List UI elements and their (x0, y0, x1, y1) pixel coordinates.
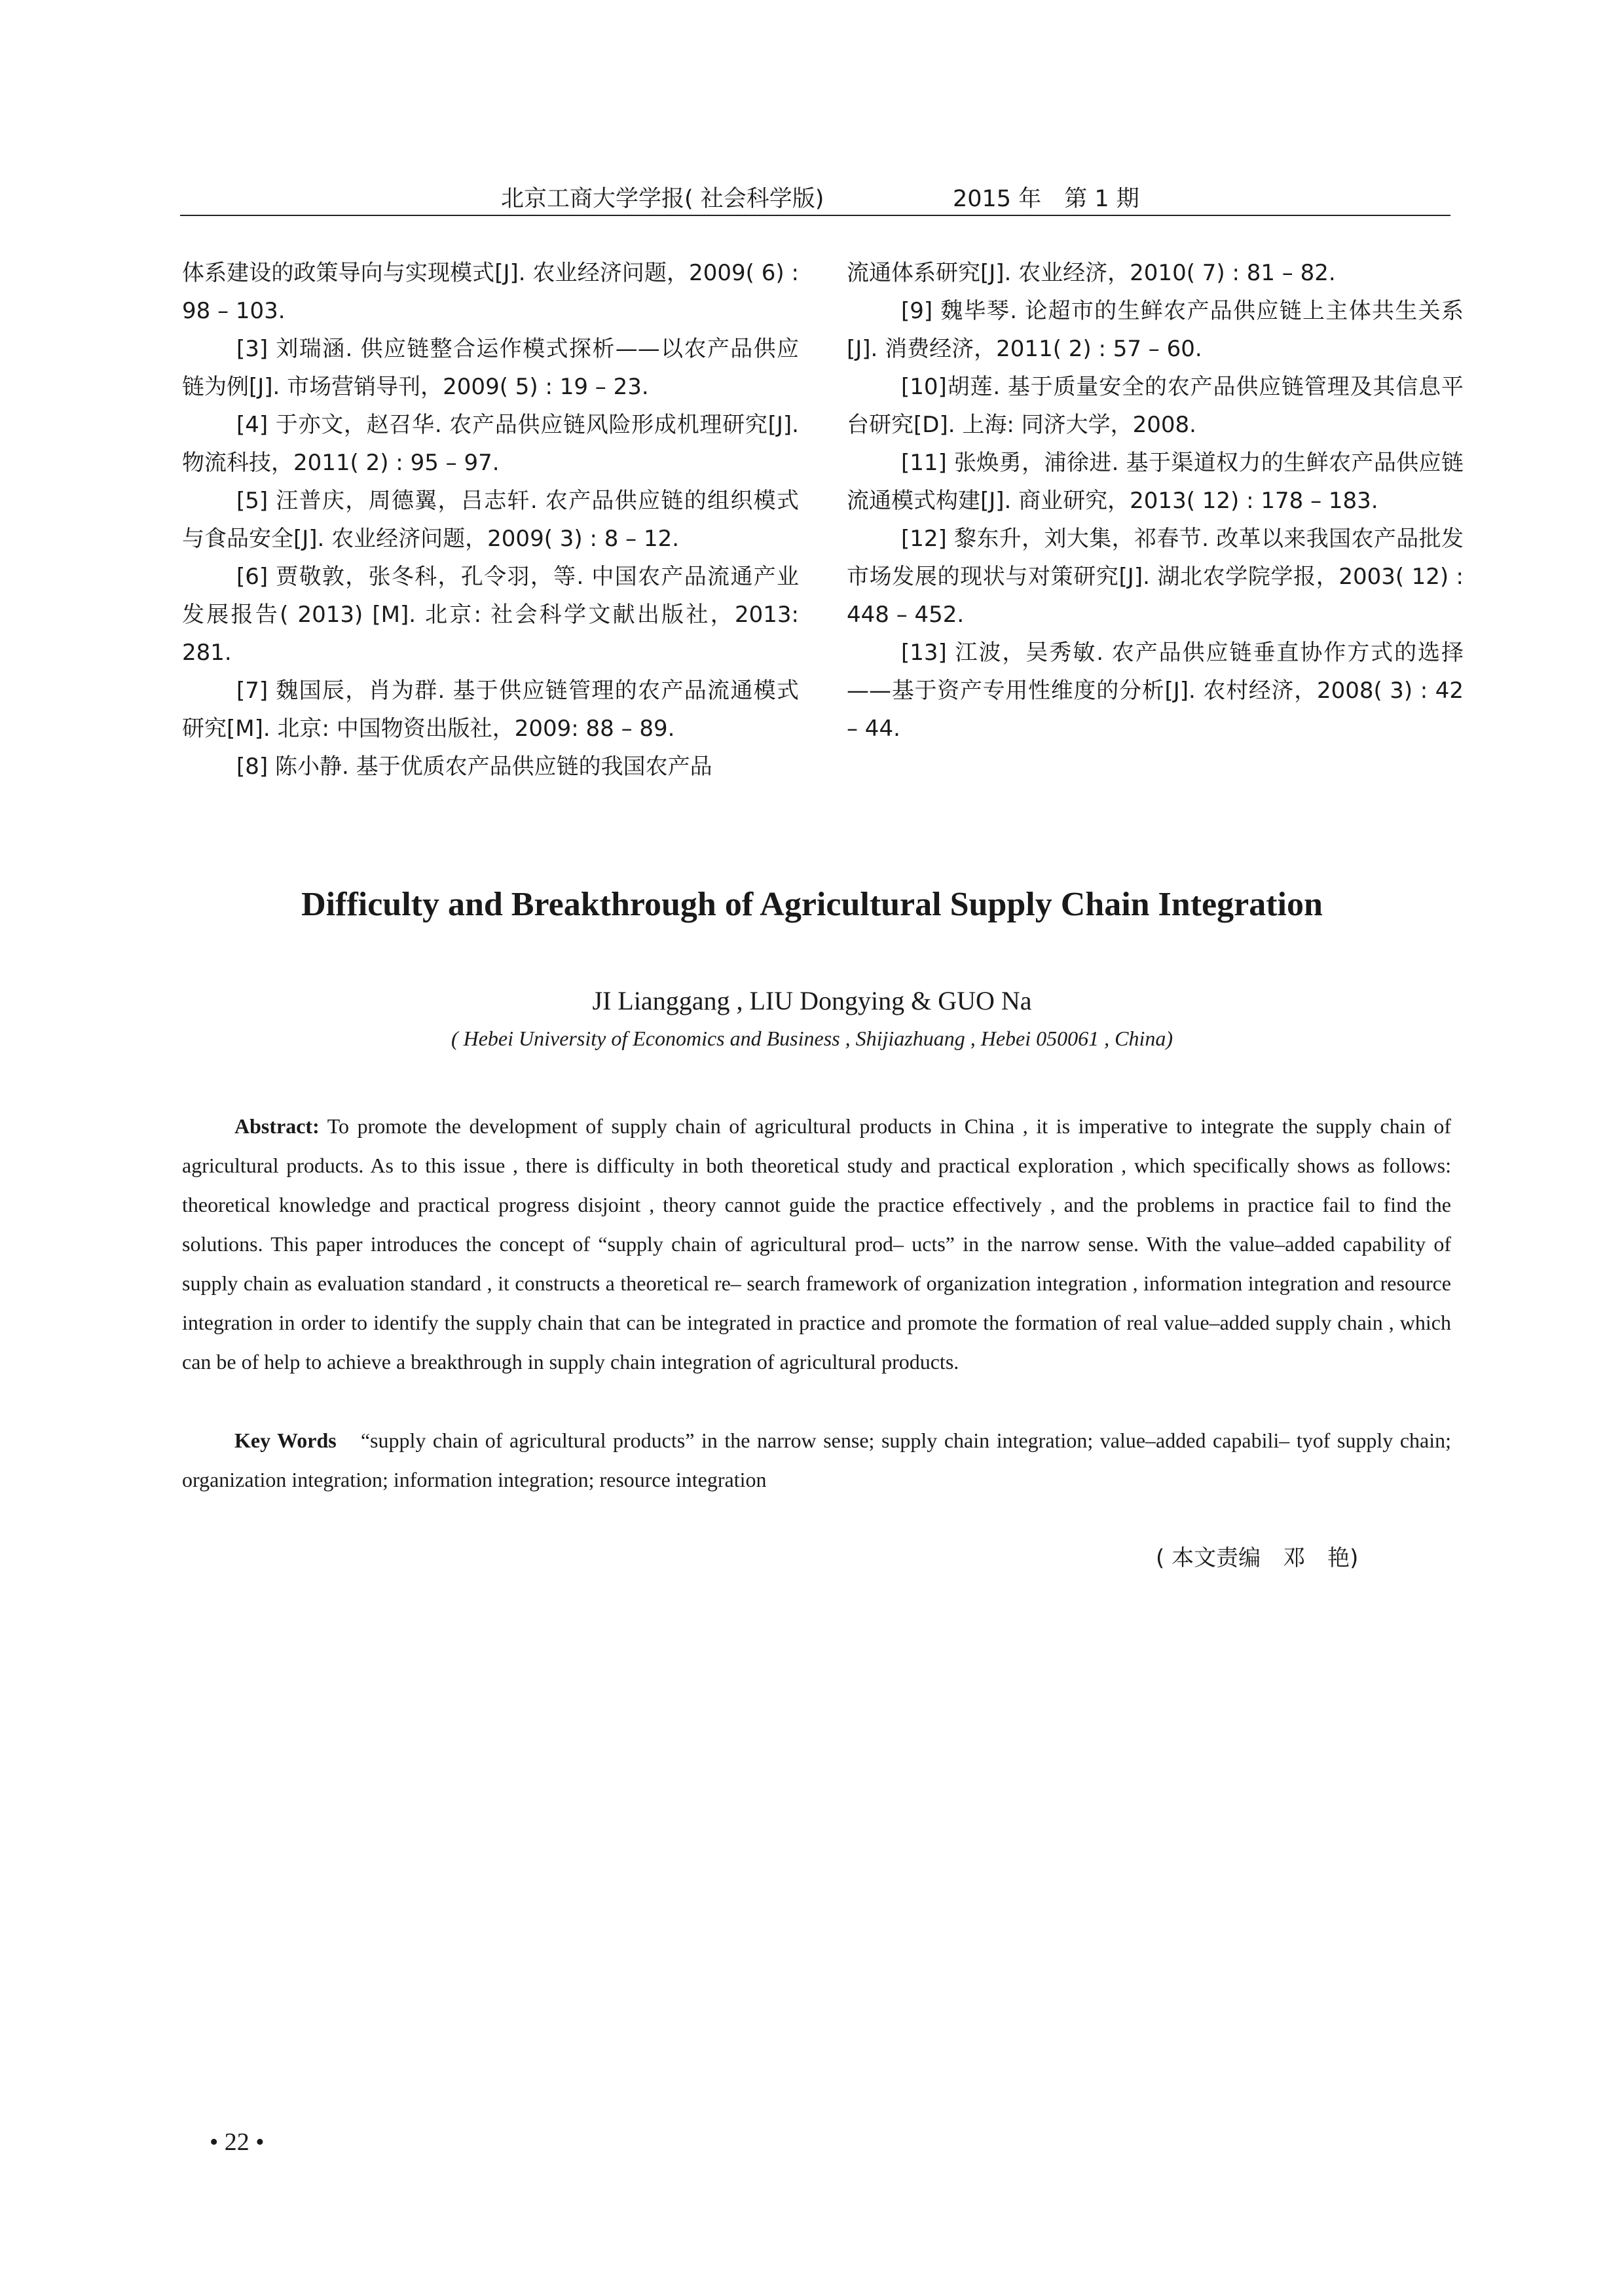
references-right-column (847, 254, 1464, 748)
reference-item: [5] 汪普庆，周德翼，吕志轩. 农产品供应链的组织模式与食品安全[J]. 农业经济问题，2009( 3) : 8 – 12. (182, 488, 799, 552)
reference-item: 流通体系研究[J]. 农业经济，2010( 7) : 81 – 82. (847, 260, 1336, 286)
keywords-text: “supply chain of agricultural products” in the narrow sense; supply chain integration; value–added capabili– tyof supply chain; organization integration; information integration; resource integration (182, 1429, 1452, 1491)
references-left-column (182, 254, 799, 786)
reference-item: [4] 于亦文，赵召华. 农产品供应链风险形成机理研究[J]. 物流科技，2011( 2) : 95 – 97. (182, 412, 799, 476)
keywords (182, 1421, 1451, 1499)
keywords-label: Key Words (234, 1429, 337, 1452)
running-header (180, 175, 1450, 216)
reference-item: [8] 陈小静. 基于优质农产品供应链的我国农产品 (236, 754, 712, 780)
abstract-label: Abstract: (234, 1114, 320, 1138)
reference-item: [3] 刘瑞涵. 供应链整合运作模式探析——以农产品供应链为例[J]. 市场营销导刊，2009( 5) : 19 – 23. (182, 336, 799, 400)
page-number: • 22 • (210, 2128, 265, 2156)
affiliation: ( Hebei University of Economics and Business , Shijiazhuang , Hebei 050061 , China) (451, 1027, 1173, 1050)
authors: JI Lianggang , LIU Dongying & GUO Na (592, 986, 1032, 1015)
abstract-text: To promote the development of supply chain of agricultural products in China , it is imperative to integrate the supply chain of agricultural products. As to this issue , there is difficulty in both theoretical study and practical exploration , which specifically shows as follows: theoretical knowledge and practical progress disjoint , theory cannot guide the practice effectively , and the problems in practice fail to find the solutions. This paper introduces the concept of “supply chain of agricultural prod– ucts” in the narrow sense. With the value–added capability of supply chain as evaluation standard , it constructs a theoretical re– search framework of organization integration , information integration and resource integration in order to identify the supply chain that can be integrated in practice and promote the formation of real value–added supply chain , which can be of help to achieve a breakthrough in supply chain integration of agricultural products. (182, 1114, 1451, 1374)
reference-item: 体系建设的政策导向与实现模式[J]. 农业经济问题，2009( 6) : 98 – 103. (182, 260, 799, 324)
abstract (182, 1106, 1451, 1381)
editor-note: ( 本文责编 邓 艳) (1156, 1545, 1359, 1571)
reference-item: [7] 魏国辰，肖为群. 基于供应链管理的农产品流通模式研究[M]. 北京: 中国物资出版社，2009: 88 – 89. (182, 678, 799, 742)
reference-item: [13] 江波，吴秀敏. 农产品供应链垂直协作方式的选择——基于资产专用性维度的分析[J]. 农村经济，2008( 3) : 42 – 44. (847, 640, 1464, 742)
reference-item: [10]胡莲. 基于质量安全的农产品供应链管理及其信息平台研究[D]. 上海: 同济大学，2008. (847, 374, 1464, 438)
reference-item: [6] 贾敬敦，张冬科，孔令羽，等. 中国农产品流通产业发展报告( 2013) [M]. 北京: 社会科学文献出版社，2013: 281. (182, 564, 799, 666)
journal-name: 北京工商大学学报( 社会科学版) (501, 186, 824, 212)
reference-item: [12] 黎东升，刘大集，祁春节. 改革以来我国农产品批发市场发展的现状与对策研究[J]. 湖北农学院学报，2003( 12) : 448 – 452. (847, 526, 1464, 628)
english-title: Difficulty and Breakthrough of Agricultural Supply Chain Integration (301, 886, 1323, 923)
issue-info: 2015 年 第 1 期 (953, 186, 1139, 212)
reference-item: [9] 魏毕琴. 论超市的生鲜农产品供应链上主体共生关系[J]. 消费经济，2011( 2) : 57 – 60. (847, 298, 1464, 362)
reference-item: [11] 张焕勇，浦徐进. 基于渠道权力的生鲜农产品供应链流通模式构建[J]. 商业研究，2013( 12) : 178 – 183. (847, 450, 1464, 514)
